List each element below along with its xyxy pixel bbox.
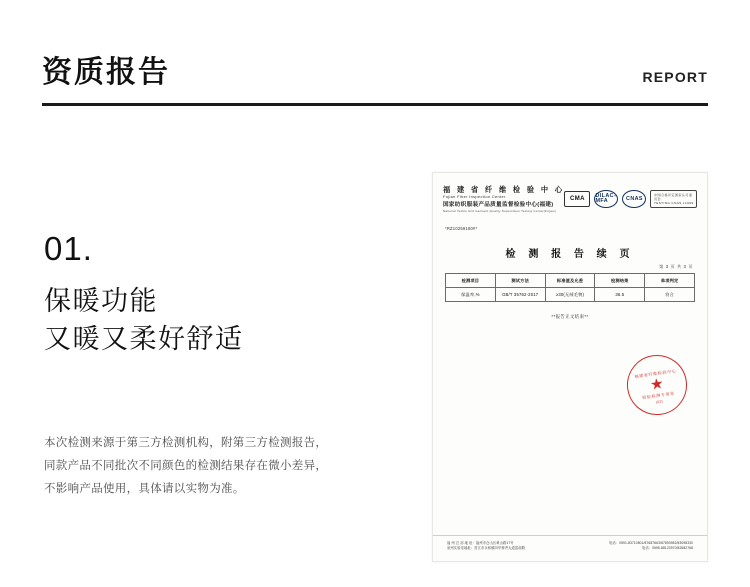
certificate-page-number: 第 3 页 共 3 页	[659, 263, 693, 269]
cnas-note-text: 中国合格评定国家认可委员会	[653, 193, 693, 202]
col-header-result: 检测结果	[595, 273, 645, 287]
disclaimer-line-2: 同款产品不同批次不同颜色的检测结果存在微小差异，	[44, 460, 328, 472]
page-header	[42, 56, 708, 106]
cnas-code-text: TESTING CNAS L1999	[653, 201, 694, 206]
org-subname-en: National Textile And Garment Quality Supervision Testing Center(Fujian)	[443, 208, 556, 213]
section-number: 01.	[44, 230, 93, 267]
col-header-item: 检测项目	[446, 273, 496, 287]
certificate-document[interactable]	[432, 172, 708, 562]
disclaimer-text	[44, 432, 384, 501]
org-name-cn: 福 建 省 纤 维 检 验 中 心	[443, 185, 565, 194]
table-row	[446, 287, 695, 301]
org-subname-cn: 国家纺织服装产品质量监督检验中心(福建)	[443, 201, 554, 208]
footer-address-hq: 福 州 总 部 地 址：福州市仓山区黄山路17号	[447, 540, 514, 545]
cma-mark-icon: CMA	[564, 191, 590, 207]
feature-section	[44, 230, 404, 359]
footer-phone-lab: 电话：0595-88123970/82682768	[641, 545, 693, 550]
disclaimer-line-3: 不影响产品使用，具体请以实物为准。	[44, 483, 245, 495]
certificate-reference-number: *RZ10259160#*	[445, 225, 478, 231]
cell-method: GB/T 35762-2017	[495, 287, 545, 301]
accreditation-marks	[564, 190, 697, 208]
col-header-method: 测试方法	[495, 273, 545, 287]
cmaf-mark-icon: DILAC-MFA	[594, 190, 618, 208]
table-header-row	[446, 273, 695, 287]
seal-bottom-text: 检验检测专用章	[641, 390, 676, 401]
official-seal-stamp-icon	[623, 351, 691, 419]
section-headline	[44, 282, 404, 359]
cell-result: 36.5	[595, 287, 645, 301]
cnas-testing-mark-icon	[650, 190, 697, 208]
col-header-verdict: 单项判定	[645, 273, 695, 287]
cell-standard: ≥30(无绒毛物)	[545, 287, 595, 301]
footer-row-2	[447, 546, 693, 551]
seal-top-text: 福建省纤维检验中心	[634, 367, 677, 379]
footer-address-lab: 泉州实验室地址：晋江市永和镇四华桥齐大道富丽路	[447, 545, 526, 550]
test-results-table	[445, 273, 695, 302]
report-end-note: **报告正文结束**	[551, 313, 589, 319]
disclaimer-line-1: 本次检测来源于第三方检测机构，附第三方检测报告，	[44, 437, 328, 449]
page-subtitle: REPORT	[642, 69, 708, 85]
certificate-title: 检 测 报 告 续 页	[505, 248, 635, 260]
headline-line-1: 保暖功能	[44, 286, 158, 316]
org-name-en: Fujian Fiber Inspection Center	[443, 194, 506, 199]
header-divider	[42, 103, 708, 106]
seal-code-text: (02)	[655, 399, 664, 405]
cell-verdict: 符合	[645, 287, 695, 301]
certificate-header	[433, 173, 707, 220]
col-header-standard: 标准值及允差	[545, 273, 595, 287]
footer-phone-hq: 电话：0591-83710801/87687663/87893952/83098330	[608, 540, 693, 545]
cnas-mark-icon: CNAS	[622, 190, 646, 208]
page-title: 资质报告	[42, 56, 170, 89]
header-row	[42, 56, 708, 103]
certificate-footer	[433, 535, 707, 551]
seal-star-icon: ★	[649, 375, 665, 394]
issuing-organization	[443, 185, 564, 214]
cell-item: 保温率,%	[446, 287, 496, 301]
headline-line-2: 又暖又柔好舒适	[44, 324, 244, 355]
